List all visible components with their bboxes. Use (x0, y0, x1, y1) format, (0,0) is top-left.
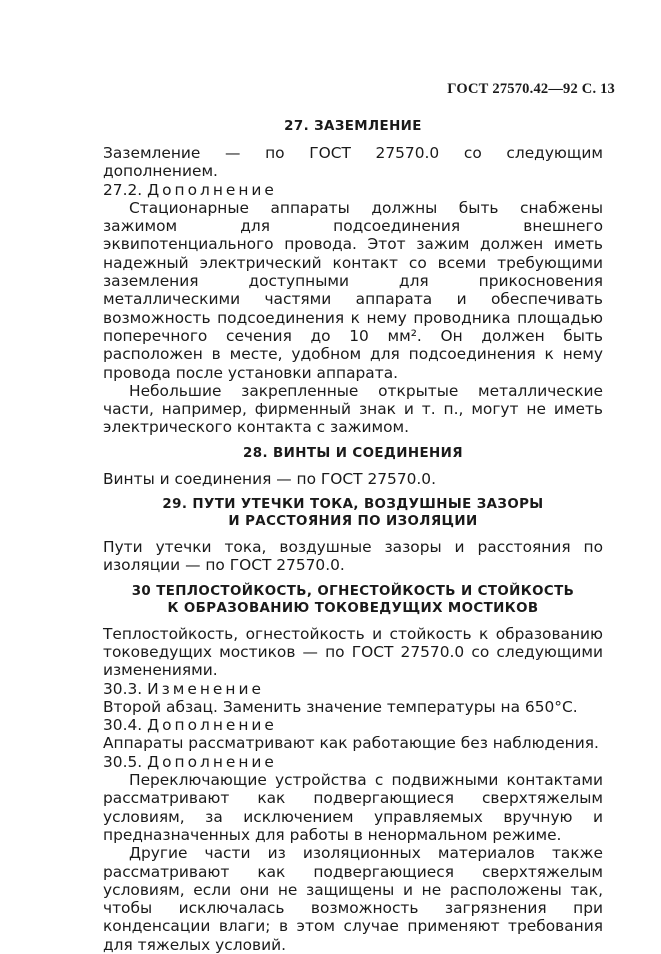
section-30-4-label: Дополнение (147, 716, 277, 735)
section-27-2-label: Дополнение (147, 180, 277, 199)
section-30-5-heading (103, 753, 603, 771)
section-27-2-heading (103, 181, 603, 199)
section-29-title-line-1: 29. ПУТИ УТЕЧКИ ТОКА, ВОЗДУШНЫЕ ЗАЗОРЫ (162, 497, 544, 513)
section-30-5-paragraph-2: Другие части из изоляционных материалов также рассматривают как подвергающиеся сверхтяжелым условиям, если они не защищены и не расположены так, чтобы исключалась возможность загрязнения при конденсации влаги; в этом случае применяют требования для тяжелых условий. (103, 844, 603, 954)
page-header: ГОСТ 27570.42—92 С. 13 (447, 81, 615, 97)
section-30-3-text: Второй абзац. Заменить значение температуры на 650°С. (103, 697, 578, 716)
section-27-paragraph-2: Небольшие закрепленные открытые металлические части, например, фирменный знак и т. п., могут не иметь электрического контакта с зажимом. (103, 381, 603, 437)
section-30-5-number: 30.5. (103, 752, 143, 771)
section-30-5-label: Дополнение (147, 752, 277, 771)
section-30-title (103, 583, 603, 617)
page-content (103, 118, 603, 954)
section-29-text: Пути утечки тока, воздушные зазоры и расстояния по изоляции — по ГОСТ 27570.0. (103, 538, 603, 575)
section-27-title: 27. ЗАЗЕМЛЕНИЕ (284, 119, 422, 134)
section-30-intro: Теплостойкость, огнестойкость и стойкость к образованию токоведущих мостиков — по ГОСТ 27570.0 со следующими изменениями. (103, 624, 603, 680)
section-30-4-text: Аппараты рассматривают как работающие без наблюдения. (103, 734, 599, 753)
section-29-title (103, 496, 603, 530)
section-30-4-number: 30.4. (103, 716, 143, 735)
section-30-5-paragraph-1: Переключающие устройства с подвижными контактами рассматривают как подвергающиеся сверхтяжелым условиям, за исключением управляемых вручную и предназначенных для работы в ненормальном режиме. (103, 771, 603, 844)
section-30-3-number: 30.3. (103, 679, 143, 698)
section-30-3-heading (103, 680, 603, 698)
section-30-title-line-1: 30 ТЕПЛОСТОЙКОСТЬ, ОГНЕСТОЙКОСТЬ И СТОЙКОСТЬ (131, 583, 575, 599)
section-28-text: Винты и соединения — по ГОСТ 27570.0. (103, 469, 436, 488)
section-28-title: 28. ВИНТЫ И СОЕДИНЕНИЯ (243, 445, 463, 461)
section-30-3-label: Изменение (147, 679, 264, 698)
section-27-2-number: 27.2. (103, 180, 143, 199)
section-29-title-line-2: И РАССТОЯНИЯ ПО ИЗОЛЯЦИИ (228, 514, 478, 530)
section-30-title-line-2: К ОБРАЗОВАНИЮ ТОКОВЕДУЩИХ МОСТИКОВ (167, 600, 539, 616)
section-27-intro: Заземление — по ГОСТ 27570.0 со следующим дополнением. (103, 144, 603, 181)
section-27-paragraph-1: Стационарные аппараты должны быть снабжены зажимом для подсоединения внешнего эквипотенциального провода. Этот зажим должен иметь надежный электрический контакт со всеми требующими заземления доступными для прикосновения металлическими частями аппарата и обеспечивать возможность подсоединения к нему проводника площадью поперечного сечения до 10 мм². Он должен быть расположен в месте, удобном для подсоединения к нему провода после установки аппарата. (103, 198, 603, 382)
section-30-4-heading (103, 716, 603, 734)
